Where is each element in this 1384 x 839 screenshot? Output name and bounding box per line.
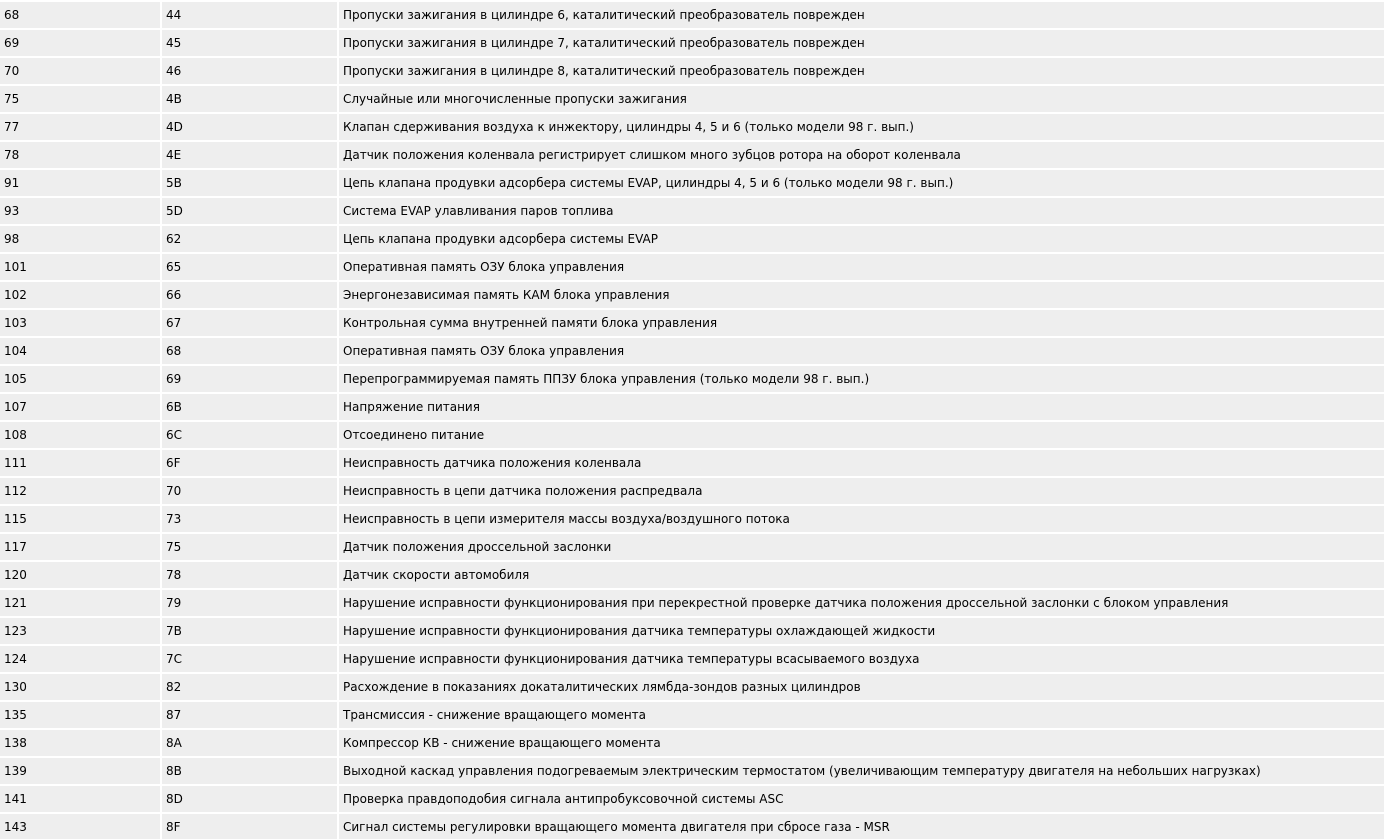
table-row (0, 422, 1384, 448)
table-row (0, 114, 1384, 140)
code-hex-cell: 8A (162, 730, 337, 756)
code-decimal-cell: 130 (0, 674, 160, 700)
description-cell: Нарушение исправности функционирования датчика температуры всасываемого воздуха (339, 646, 1384, 672)
code-decimal-cell: 124 (0, 646, 160, 672)
code-decimal-cell: 69 (0, 30, 160, 56)
description-cell: Выходной каскад управления подогреваемым электрическим термостатом (увеличивающим температуру двигателя на небольших нагрузках) (339, 758, 1384, 784)
code-hex-cell: 45 (162, 30, 337, 56)
table-row (0, 282, 1384, 308)
table-row (0, 338, 1384, 364)
code-decimal-cell: 123 (0, 618, 160, 644)
description-cell: Компрессор КВ - снижение вращающего момента (339, 730, 1384, 756)
code-hex-cell: 7B (162, 618, 337, 644)
code-hex-cell: 82 (162, 674, 337, 700)
code-hex-cell: 73 (162, 506, 337, 532)
table-row (0, 2, 1384, 28)
code-decimal-cell: 117 (0, 534, 160, 560)
table-row (0, 758, 1384, 784)
table-row (0, 198, 1384, 224)
description-cell: Напряжение питания (339, 394, 1384, 420)
code-hex-cell: 7C (162, 646, 337, 672)
code-hex-cell: 75 (162, 534, 337, 560)
code-decimal-cell: 91 (0, 170, 160, 196)
description-cell: Сигнал системы регулировки вращающего момента двигателя при сбросе газа - MSR (339, 814, 1384, 839)
code-decimal-cell: 111 (0, 450, 160, 476)
code-decimal-cell: 75 (0, 86, 160, 112)
code-hex-cell: 8D (162, 786, 337, 812)
description-cell: Оперативная память ОЗУ блока управления (339, 254, 1384, 280)
table-row (0, 786, 1384, 812)
code-decimal-cell: 105 (0, 366, 160, 392)
table-row (0, 534, 1384, 560)
code-decimal-cell: 103 (0, 310, 160, 336)
code-hex-cell: 4B (162, 86, 337, 112)
code-hex-cell: 46 (162, 58, 337, 84)
table-row (0, 254, 1384, 280)
description-cell: Пропуски зажигания в цилиндре 6, каталитический преобразователь поврежден (339, 2, 1384, 28)
code-decimal-cell: 138 (0, 730, 160, 756)
code-decimal-cell: 135 (0, 702, 160, 728)
table-row (0, 478, 1384, 504)
code-hex-cell: 8B (162, 758, 337, 784)
description-cell: Нарушение исправности функционирования датчика температуры охлаждающей жидкости (339, 618, 1384, 644)
description-cell: Проверка правдоподобия сигнала антипробуксовочной системы ASC (339, 786, 1384, 812)
table-row (0, 86, 1384, 112)
code-hex-cell: 70 (162, 478, 337, 504)
description-cell: Трансмиссия - снижение вращающего момента (339, 702, 1384, 728)
table-row (0, 590, 1384, 616)
table-row (0, 226, 1384, 252)
table-row (0, 450, 1384, 476)
code-hex-cell: 44 (162, 2, 337, 28)
code-decimal-cell: 112 (0, 478, 160, 504)
description-cell: Система EVAP улавливания паров топлива (339, 198, 1384, 224)
code-hex-cell: 6B (162, 394, 337, 420)
code-decimal-cell: 108 (0, 422, 160, 448)
table-row (0, 618, 1384, 644)
code-decimal-cell: 104 (0, 338, 160, 364)
description-cell: Контрольная сумма внутренней памяти блока управления (339, 310, 1384, 336)
code-hex-cell: 66 (162, 282, 337, 308)
code-hex-cell: 4D (162, 114, 337, 140)
code-decimal-cell: 102 (0, 282, 160, 308)
table-row (0, 562, 1384, 588)
code-hex-cell: 6C (162, 422, 337, 448)
description-cell: Пропуски зажигания в цилиндре 7, каталитический преобразователь поврежден (339, 30, 1384, 56)
description-cell: Пропуски зажигания в цилиндре 8, каталитический преобразователь поврежден (339, 58, 1384, 84)
table-row (0, 30, 1384, 56)
table-row (0, 506, 1384, 532)
table-row (0, 730, 1384, 756)
description-cell: Цепь клапана продувки адсорбера системы EVAP, цилиндры 4, 5 и 6 (только модели 98 г. вып.) (339, 170, 1384, 196)
description-cell: Нарушение исправности функционирования при перекрестной проверке датчика положения дроссельной заслонки с блоком управления (339, 590, 1384, 616)
code-hex-cell: 65 (162, 254, 337, 280)
description-cell: Перепрограммируемая память ППЗУ блока управления (только модели 98 г. вып.) (339, 366, 1384, 392)
description-cell: Неисправность в цепи измерителя массы воздуха/воздушного потока (339, 506, 1384, 532)
table-row (0, 674, 1384, 700)
code-hex-cell: 79 (162, 590, 337, 616)
table-row (0, 394, 1384, 420)
fault-codes-body (0, 2, 1384, 839)
code-hex-cell: 67 (162, 310, 337, 336)
code-hex-cell: 5B (162, 170, 337, 196)
code-decimal-cell: 77 (0, 114, 160, 140)
description-cell: Датчик скорости автомобиля (339, 562, 1384, 588)
table-row (0, 170, 1384, 196)
description-cell: Цепь клапана продувки адсорбера системы EVAP (339, 226, 1384, 252)
table-row (0, 58, 1384, 84)
code-decimal-cell: 78 (0, 142, 160, 168)
description-cell: Датчик положения коленвала регистрирует слишком много зубцов ротора на оборот коленвала (339, 142, 1384, 168)
code-hex-cell: 5D (162, 198, 337, 224)
code-decimal-cell: 121 (0, 590, 160, 616)
code-hex-cell: 6F (162, 450, 337, 476)
table-row (0, 366, 1384, 392)
code-decimal-cell: 68 (0, 2, 160, 28)
code-decimal-cell: 115 (0, 506, 160, 532)
code-decimal-cell: 143 (0, 814, 160, 839)
table-row (0, 702, 1384, 728)
code-decimal-cell: 139 (0, 758, 160, 784)
code-decimal-cell: 70 (0, 58, 160, 84)
code-hex-cell: 87 (162, 702, 337, 728)
description-cell: Датчик положения дроссельной заслонки (339, 534, 1384, 560)
description-cell: Неисправность в цепи датчика положения распредвала (339, 478, 1384, 504)
code-hex-cell: 69 (162, 366, 337, 392)
code-decimal-cell: 101 (0, 254, 160, 280)
table-row (0, 814, 1384, 839)
code-decimal-cell: 120 (0, 562, 160, 588)
description-cell: Неисправность датчика положения коленвала (339, 450, 1384, 476)
code-hex-cell: 8F (162, 814, 337, 839)
code-decimal-cell: 98 (0, 226, 160, 252)
code-hex-cell: 78 (162, 562, 337, 588)
code-decimal-cell: 93 (0, 198, 160, 224)
code-decimal-cell: 141 (0, 786, 160, 812)
description-cell: Энергонезависимая память КАМ блока управления (339, 282, 1384, 308)
description-cell: Клапан сдерживания воздуха к инжектору, цилиндры 4, 5 и 6 (только модели 98 г. вып.) (339, 114, 1384, 140)
code-hex-cell: 4E (162, 142, 337, 168)
description-cell: Случайные или многочисленные пропуски зажигания (339, 86, 1384, 112)
table-row (0, 646, 1384, 672)
code-hex-cell: 62 (162, 226, 337, 252)
code-hex-cell: 68 (162, 338, 337, 364)
description-cell: Отсоединено питание (339, 422, 1384, 448)
description-cell: Расхождение в показаниях докаталитических лямбда-зондов разных цилиндров (339, 674, 1384, 700)
table-row (0, 310, 1384, 336)
table-row (0, 142, 1384, 168)
description-cell: Оперативная память ОЗУ блока управления (339, 338, 1384, 364)
code-decimal-cell: 107 (0, 394, 160, 420)
